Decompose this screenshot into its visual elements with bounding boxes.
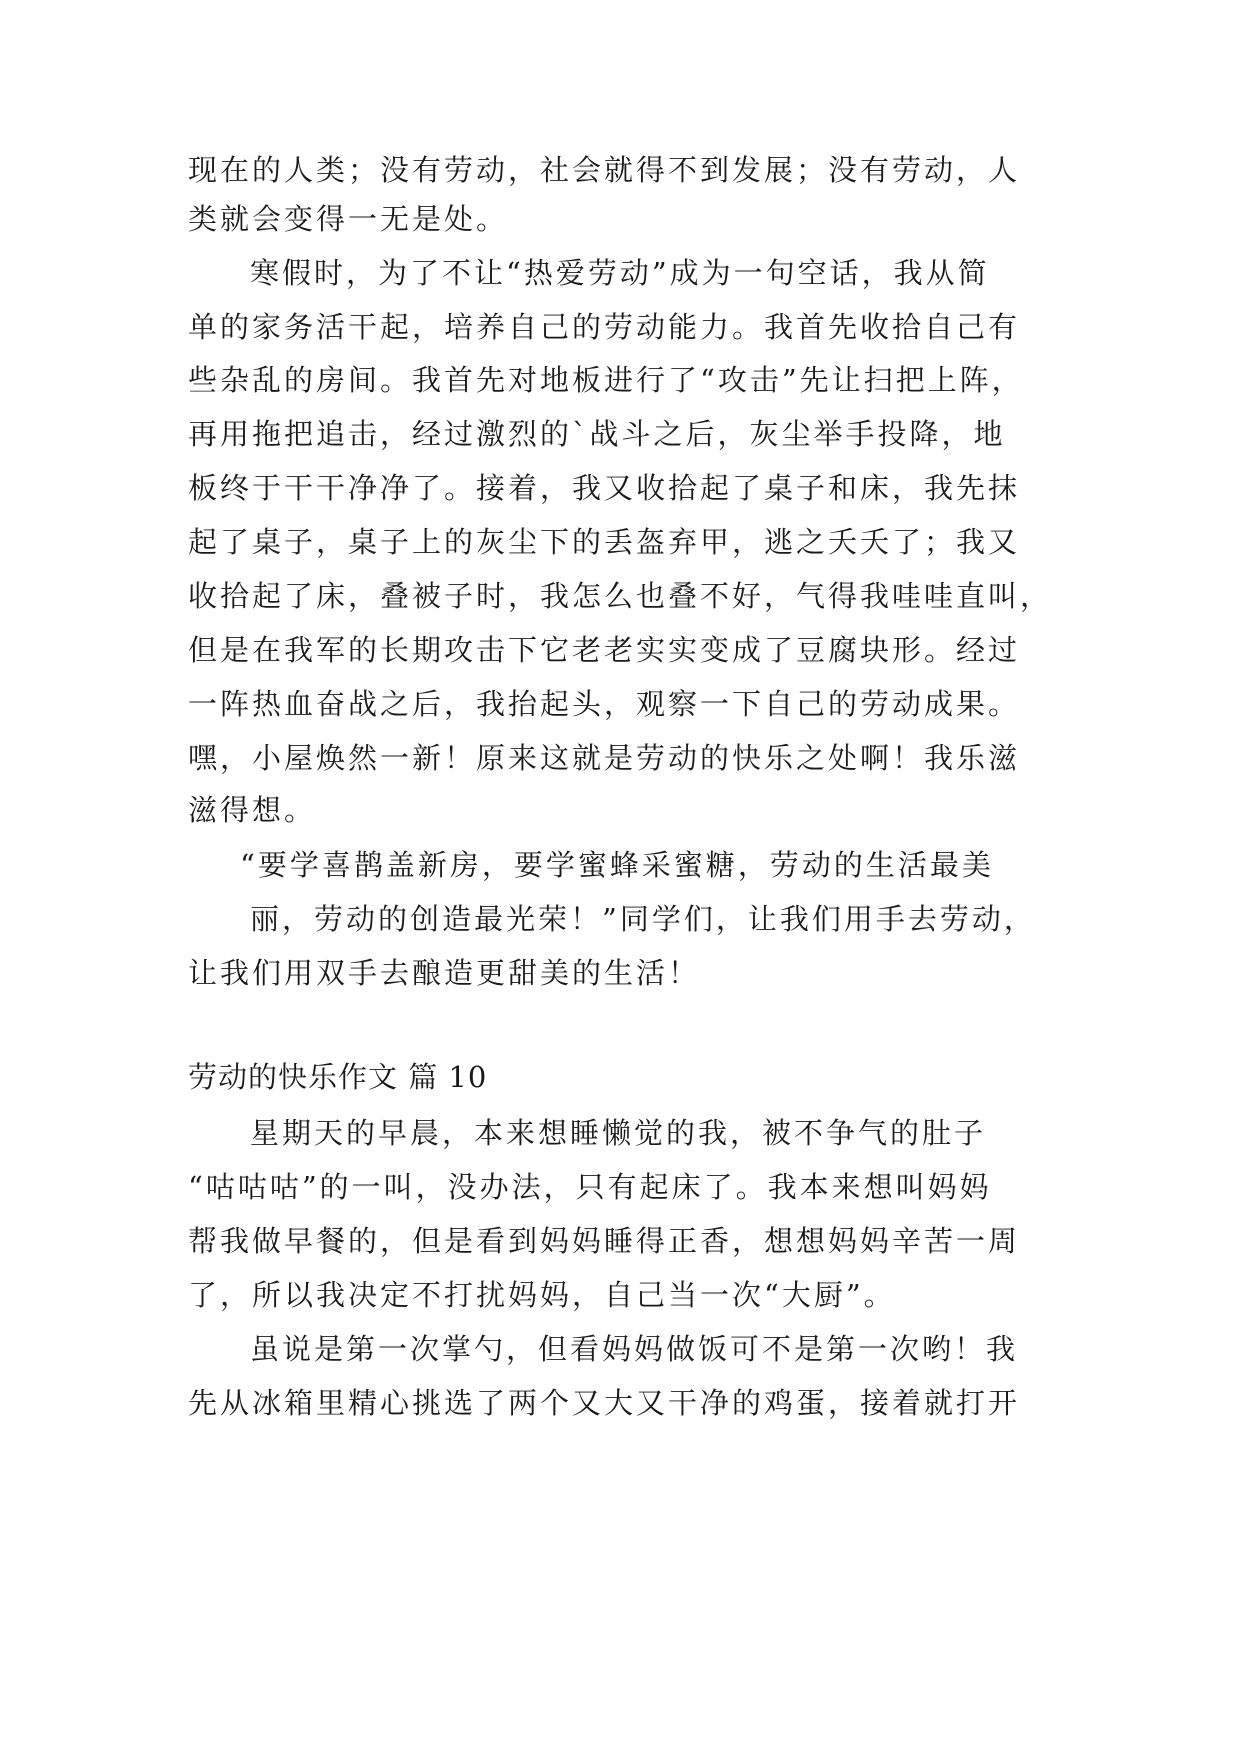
paragraph-line: 让我们用双手去酿造更甜美的生活！ [188, 956, 701, 990]
paragraph-line: 现在的人类；没有劳动，社会就得不到发展；没有劳动，人 [188, 153, 1021, 187]
paragraph-line: 嘿，小屋焕然一新！原来这就是劳动的快乐之处啊！我乐滋 [188, 741, 1021, 775]
paragraph-line: 但是在我军的长期攻击下它老老实实变成了豆腐块形。经过 [188, 633, 1021, 667]
paragraph-line: 些杂乱的房间。我首先对地板进行了“攻击”先让扫把上阵， [188, 363, 1024, 397]
paragraph-line: 先从冰箱里精心挑选了两个又大又干净的鸡蛋，接着就打开 [188, 1386, 1021, 1420]
paragraph-line: 类就会变得一无是处。 [188, 202, 509, 236]
paragraph-line: 虽说是第一次掌勺，但看妈妈做饭可不是第一次哟！我 [250, 1332, 1019, 1366]
paragraph-line: 收拾起了床，叠被子时，我怎么也叠不好，气得我哇哇直叫， [188, 579, 1053, 613]
paragraph-line: 板终于干干净净了。接着，我又收拾起了桌子和床，我先抹 [188, 471, 1021, 505]
paragraph-line: 再用拖把追击，经过激烈的`战斗之后，灰尘举手投降，地 [188, 417, 1006, 451]
paragraph-line: 了，所以我决定不打扰妈妈，自己当一次“大厨”。 [188, 1278, 896, 1312]
paragraph-line: “咕咕咕”的一叫，没办法，只有起床了。我本来想叫妈妈 [188, 1170, 992, 1204]
paragraph-line: 一阵热血奋战之后，我抬起头，观察一下自己的劳动成果。 [188, 687, 1021, 721]
paragraph-line: 丽，劳动的创造最光荣！”同学们，让我们用手去劳动， [250, 902, 1036, 936]
paragraph-line: 起了桌子，桌子上的灰尘下的丢盔弃甲，逃之夭夭了；我又 [188, 525, 1021, 559]
paragraph-line: 帮我做早餐的，但是看到妈妈睡得正香，想想妈妈辛苦一周 [188, 1224, 1021, 1258]
paragraph-line: 寒假时，为了不让“热爱劳动”成为一句空话，我从简 [250, 256, 990, 290]
paragraph-line: 单的家务活干起，培养自己的劳动能力。我首先收拾自己有 [188, 310, 1021, 344]
paragraph-line: “要学喜鹊盖新房，要学蜜蜂采蜜糖，劳动的生活最美 [240, 848, 994, 882]
paragraph-line: 星期天的早晨，本来想睡懒觉的我，被不争气的肚子 [250, 1116, 987, 1150]
paragraph-line: 滋得想。 [188, 793, 317, 827]
section-heading: 劳动的快乐作文 篇 10 [188, 1060, 488, 1094]
